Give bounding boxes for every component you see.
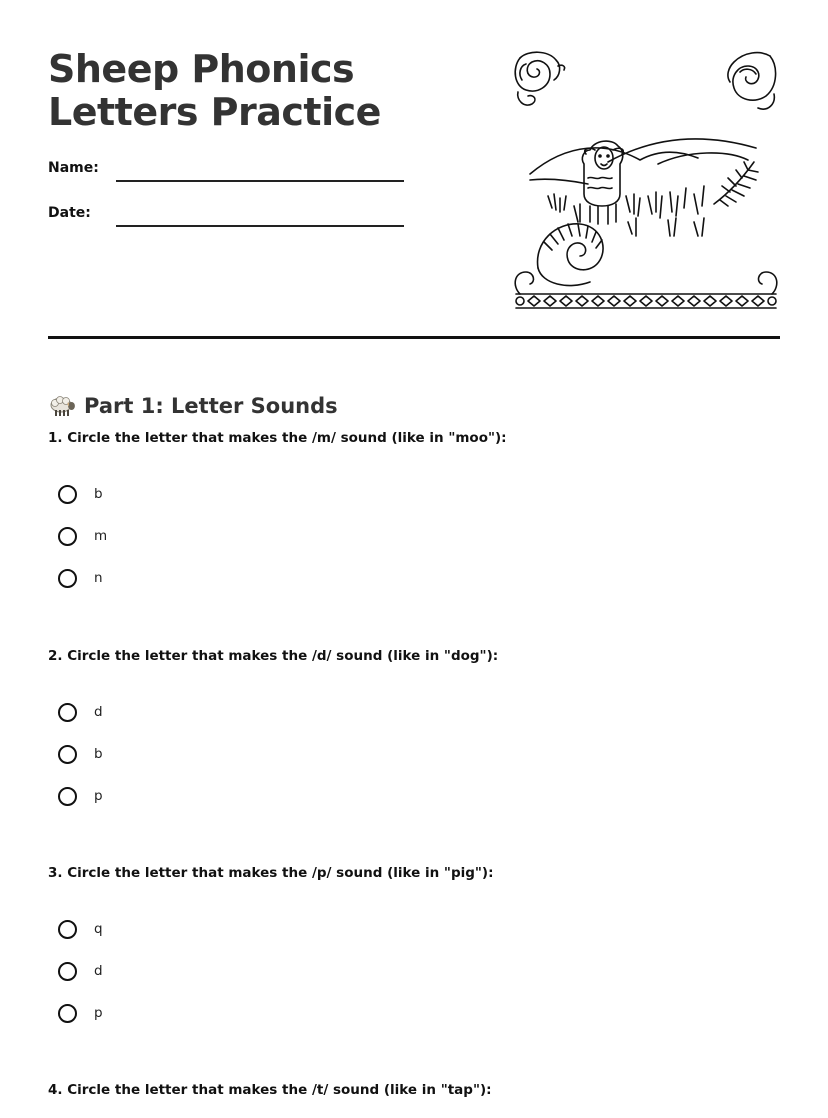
ram-horn-spiral bbox=[538, 224, 604, 286]
radio-circle[interactable] bbox=[58, 485, 77, 504]
date-label: Date: bbox=[48, 205, 91, 221]
fern-plant bbox=[714, 162, 758, 206]
question-prompt: 4. Circle the letter that makes the /t/ sound (like in "tap"): bbox=[48, 1082, 492, 1098]
question-prompt: 2. Circle the letter that makes the /d/ sound (like in "dog"): bbox=[48, 648, 499, 664]
answer-option[interactable] bbox=[58, 699, 258, 725]
question-3 bbox=[48, 863, 788, 1021]
option-letter: p bbox=[94, 1005, 103, 1021]
option-letter: n bbox=[94, 570, 103, 586]
answer-option[interactable] bbox=[58, 481, 258, 507]
answer-option[interactable] bbox=[58, 783, 258, 809]
sheep-icon bbox=[48, 394, 76, 418]
answer-option[interactable] bbox=[58, 958, 258, 984]
radio-circle[interactable] bbox=[58, 962, 77, 981]
question-prompt: 3. Circle the letter that makes the /p/ sound (like in "pig"): bbox=[48, 865, 494, 881]
name-label: Name: bbox=[48, 160, 99, 176]
radio-circle[interactable] bbox=[58, 787, 77, 806]
worksheet-title: Sheep Phonics Letters Practice bbox=[48, 47, 381, 134]
name-field[interactable] bbox=[116, 180, 404, 182]
radio-circle[interactable] bbox=[58, 569, 77, 588]
answer-option[interactable] bbox=[58, 565, 258, 591]
option-letter: p bbox=[94, 788, 103, 804]
option-letter: d bbox=[94, 963, 103, 979]
radio-circle[interactable] bbox=[58, 1004, 77, 1023]
option-letter: b bbox=[94, 486, 103, 502]
answer-option[interactable] bbox=[58, 523, 258, 549]
section-divider bbox=[48, 336, 780, 339]
answer-option[interactable] bbox=[58, 1000, 258, 1026]
date-field[interactable] bbox=[116, 225, 404, 227]
decorative-border bbox=[515, 272, 777, 308]
section-heading bbox=[48, 390, 338, 422]
question-2 bbox=[48, 646, 788, 804]
question-1 bbox=[48, 428, 788, 586]
option-letter: m bbox=[94, 528, 108, 544]
radio-circle[interactable] bbox=[58, 920, 77, 939]
swirl-ornament-right bbox=[728, 53, 776, 109]
section-heading-text: Part 1: Letter Sounds bbox=[84, 394, 338, 419]
radio-circle[interactable] bbox=[58, 745, 77, 764]
radio-circle[interactable] bbox=[58, 703, 77, 722]
option-letter: b bbox=[94, 746, 103, 762]
question-prompt: 1. Circle the letter that makes the /m/ sound (like in "moo"): bbox=[48, 430, 507, 446]
swirl-ornament-left bbox=[515, 52, 564, 105]
question-4 bbox=[48, 1080, 788, 1100]
answer-option[interactable] bbox=[58, 916, 258, 942]
option-letter: d bbox=[94, 704, 103, 720]
sheep-illustration bbox=[508, 46, 784, 318]
radio-circle[interactable] bbox=[58, 527, 77, 546]
answer-option[interactable] bbox=[58, 741, 258, 767]
sheep-figure bbox=[582, 141, 623, 224]
option-letter: q bbox=[94, 921, 103, 937]
